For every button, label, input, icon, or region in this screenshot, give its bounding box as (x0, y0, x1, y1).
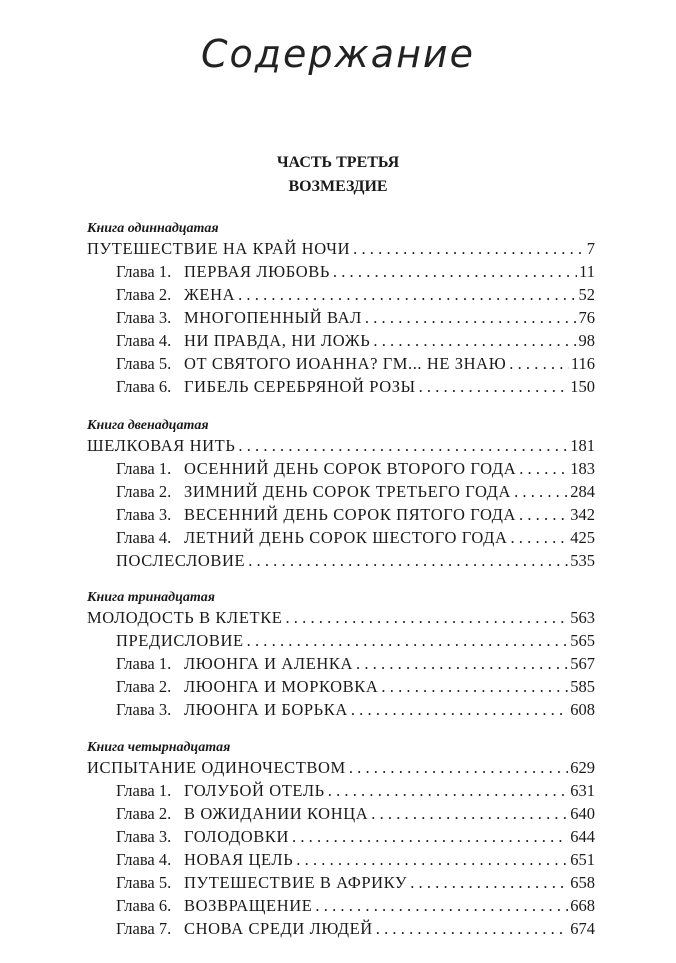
dot-leader (245, 551, 568, 571)
chapter-title: ЗИМНИЙ ДЕНЬ СОРОК ТРЕТЬЕГО ГОДА (184, 482, 512, 501)
chapter-number: Глава 7. (116, 919, 172, 938)
dot-leader (330, 262, 577, 282)
chapter-title: ВЕСЕННИЙ ДЕНЬ СОРОК ПЯТОГО ГОДА (184, 505, 517, 524)
dot-leader (353, 654, 568, 674)
chapter-title: НОВАЯ ЦЕЛЬ (184, 850, 294, 869)
dot-leader (346, 758, 568, 778)
chapter-title: ВОЗВРАЩЕНИЕ (184, 896, 313, 915)
chapter-title: ПУТЕШЕСТВИЕ В АФРИКУ (184, 873, 408, 892)
page-number: 52 (578, 285, 595, 304)
chapter-title: ЛЮОНГА И АЛЕНКА (184, 654, 354, 673)
chapter-entry[interactable] (116, 781, 595, 801)
part-label: ЧАСТЬ ТРЕТЬЯ (276, 154, 400, 171)
chapter-title: ОТ СВЯТОГО ИОАННА? ГМ... НЕ ЗНАЮ (184, 354, 507, 373)
dot-leader (362, 308, 577, 328)
page-number: 535 (570, 551, 595, 570)
chapter-title: ОСЕННИЙ ДЕНЬ СОРОК ВТОРОГО ГОДА (184, 459, 517, 478)
chapter-title: СНОВА СРЕДИ ЛЮДЕЙ (184, 919, 373, 938)
page-number: 7 (586, 239, 595, 258)
page-number: 425 (570, 528, 595, 547)
chapter-entry[interactable] (116, 262, 595, 282)
chapter-entry[interactable] (116, 804, 595, 824)
book-title: ИСПЫТАНИЕ ОДИНОЧЕСТВОМ (87, 758, 346, 777)
chapter-entry[interactable] (116, 354, 595, 374)
dot-leader (325, 781, 569, 801)
book-entry[interactable] (87, 608, 595, 628)
book-label: Книга четырнадцатая (87, 740, 231, 755)
book-label: Книга тринадцатая (87, 590, 216, 605)
chapter-number: Глава 3. (116, 308, 172, 327)
page-number: 644 (570, 827, 595, 846)
dot-leader (350, 239, 585, 259)
page-number: 183 (570, 459, 595, 478)
page-number: 76 (578, 308, 595, 327)
book-title: ПУТЕШЕСТВИЕ НА КРАЙ НОЧИ (87, 239, 351, 258)
dot-leader (244, 631, 569, 651)
page-number: 284 (570, 482, 595, 501)
dot-leader (282, 608, 568, 628)
chapter-entry[interactable] (116, 482, 595, 502)
chapter-number: Глава 4. (116, 528, 172, 547)
dot-leader (506, 354, 569, 374)
dot-leader (378, 677, 568, 697)
page-number: 150 (570, 377, 595, 396)
chapter-entry[interactable] (116, 896, 595, 916)
book-entry[interactable] (87, 239, 595, 259)
chapter-entry[interactable] (116, 505, 595, 525)
book-label: Книга двенадцатая (87, 418, 209, 433)
page-number: 181 (570, 436, 595, 455)
part-subtitle: ВОЗМЕЗДИЕ (288, 178, 388, 195)
chapter-entry[interactable] (116, 331, 595, 351)
dot-leader (516, 505, 568, 525)
page-number: 651 (570, 850, 595, 869)
page-number: 563 (570, 608, 595, 627)
page-number: 674 (570, 919, 595, 938)
dot-leader (348, 700, 568, 720)
chapter-number: Глава 2. (116, 482, 172, 501)
book-label: Книга одиннадцатая (87, 221, 219, 236)
chapter-entry[interactable] (116, 850, 595, 870)
chapter-title: ПЕРВАЯ ЛЮБОВЬ (184, 262, 330, 281)
dot-leader (235, 285, 576, 305)
chapter-title: ЛЕТНИЙ ДЕНЬ СОРОК ШЕСТОГО ГОДА (184, 528, 508, 547)
dot-leader (511, 482, 568, 502)
dot-leader (235, 436, 568, 456)
chapter-number: Глава 3. (116, 505, 172, 524)
chapter-entry[interactable] (116, 377, 595, 397)
dot-leader (373, 919, 568, 939)
chapter-number: Глава 3. (116, 827, 172, 846)
chapter-title: ЛЮОНГА И МОРКОВКА (184, 677, 379, 696)
chapter-title: ГИБЕЛЬ СЕРЕБРЯНОЙ РОЗЫ (184, 377, 416, 396)
page-title: Содержание (201, 32, 475, 76)
chapter-entry[interactable] (116, 677, 595, 697)
chapter-title: НИ ПРАВДА, НИ ЛОЖЬ (184, 331, 371, 350)
dot-leader (370, 331, 576, 351)
page-number: 631 (570, 781, 595, 800)
dot-leader (289, 827, 568, 847)
dot-leader (368, 804, 568, 824)
page-number: 640 (570, 804, 595, 823)
chapter-number: Глава 1. (116, 262, 172, 281)
dot-leader (407, 873, 568, 893)
page-number: 658 (570, 873, 595, 892)
chapter-title: ЖЕНА (184, 285, 236, 304)
dot-leader (507, 528, 568, 548)
page-number: 585 (570, 677, 595, 696)
page-number: 565 (570, 631, 595, 650)
dot-leader (416, 377, 569, 397)
chapter-title: ПРЕДИСЛОВИЕ (116, 631, 244, 650)
dot-leader (293, 850, 568, 870)
chapter-number: Глава 1. (116, 459, 172, 478)
chapter-number: Глава 1. (116, 781, 172, 800)
chapter-entry[interactable] (116, 631, 595, 651)
chapter-title: МНОГОПЕННЫЙ ВАЛ (184, 308, 362, 327)
chapter-number: Глава 4. (116, 331, 172, 350)
book-title: ШЕЛКОВАЯ НИТЬ (87, 436, 236, 455)
page-number: 98 (578, 331, 595, 350)
chapter-number: Глава 1. (116, 654, 172, 673)
chapter-number: Глава 3. (116, 700, 172, 719)
chapter-number: Глава 2. (116, 804, 172, 823)
chapter-entry[interactable] (116, 700, 595, 720)
page-number: 629 (570, 758, 595, 777)
book-entry[interactable] (87, 758, 595, 778)
dot-leader (312, 896, 568, 916)
chapter-title: ПОСЛЕСЛОВИЕ (116, 551, 246, 570)
chapter-number: Глава 5. (116, 873, 172, 892)
chapter-number: Глава 2. (116, 677, 172, 696)
chapter-title: ГОЛУБОЙ ОТЕЛЬ (184, 781, 325, 800)
page-number: 608 (570, 700, 595, 719)
page-number: 116 (570, 354, 595, 373)
page-number: 567 (570, 654, 595, 673)
chapter-title: В ОЖИДАНИИ КОНЦА (184, 804, 369, 823)
chapter-number: Глава 6. (116, 377, 172, 396)
chapter-number: Глава 4. (116, 850, 172, 869)
chapter-title: ГОЛОДОВКИ (184, 827, 290, 846)
chapter-entry[interactable] (116, 873, 595, 893)
chapter-title: ЛЮОНГА И БОРЬКА (184, 700, 348, 719)
page-number: 668 (570, 896, 595, 915)
chapter-number: Глава 2. (116, 285, 172, 304)
chapter-entry[interactable] (116, 459, 595, 479)
dot-leader (516, 459, 568, 479)
chapter-entry[interactable] (116, 528, 595, 548)
book-title: МОЛОДОСТЬ В КЛЕТКЕ (87, 608, 283, 627)
chapter-number: Глава 6. (116, 896, 172, 915)
chapter-entry[interactable] (116, 308, 595, 328)
book-entry[interactable] (87, 436, 595, 456)
chapter-entry[interactable] (116, 654, 595, 674)
chapter-number: Глава 5. (116, 354, 172, 373)
chapter-entry[interactable] (116, 285, 595, 305)
chapter-entry[interactable] (116, 551, 595, 571)
page-number: 342 (570, 505, 595, 524)
page-number: 11 (579, 262, 595, 281)
chapter-entry[interactable] (116, 827, 595, 847)
chapter-entry[interactable] (116, 919, 595, 939)
